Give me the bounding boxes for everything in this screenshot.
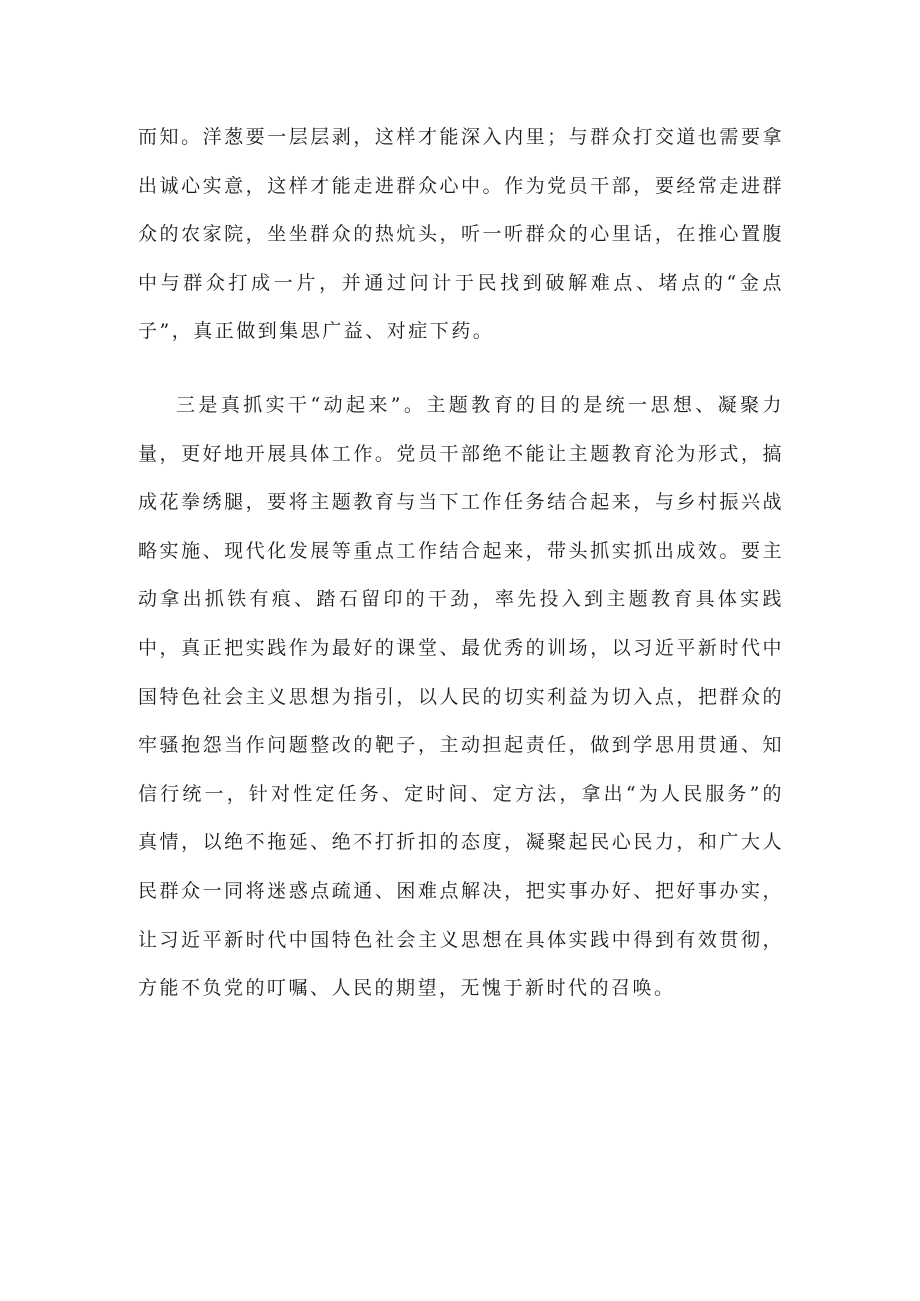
document-body xyxy=(138,113,784,1013)
paragraph-continuation: 而知。洋葱要一层层剥，这样才能深入内里；与群众打交道也需要拿出诚心实意，这样才能走进群众心中。作为党员干部，要经常走进群众的农家院，坐坐群众的热炕头，听一听群众的心里话，在推心置腹中与群众打成一片，并通过问计于民找到破解难点、堵点的“金点子”，真正做到集思广益、对症下药。 xyxy=(138,126,784,343)
paragraph-third-point: 三是真抓实干“动起来”。主题教育的目的是统一思想、凝聚力量，更好地开展具体工作。党员干部绝不能让主题教育沦为形式，搞成花拳绣腿，要将主题教育与当下工作任务结合起来，与乡村振兴战略实施、现代化发展等重点工作结合起来，带头抓实抓出成效。要主动拿出抓铁有痕、踏石留印的干劲，率先投入到主题教育具体实践中，真正把实践作为最好的课堂、最优秀的训场，以习近平新时代中国特色社会主义思想为指引，以人民的切实利益为切入点，把群众的牢骚抱怨当作问题整改的靶子，主动担起责任，做到学思用贯通、知信行统一，针对性定任务、定时间、定方法，拿出“为人民服务”的真情，以绝不拖延、绝不打折扣的态度，凝聚起民心民力，和广大人民群众一同将迷惑点疏通、困难点解决，把实事办好、把好事办实，让习近平新时代中国特色社会主义思想在具体实践中得到有效贯彻，方能不负党的叮嘱、人民的期望，无愧于新时代的召唤。 xyxy=(138,393,784,1000)
